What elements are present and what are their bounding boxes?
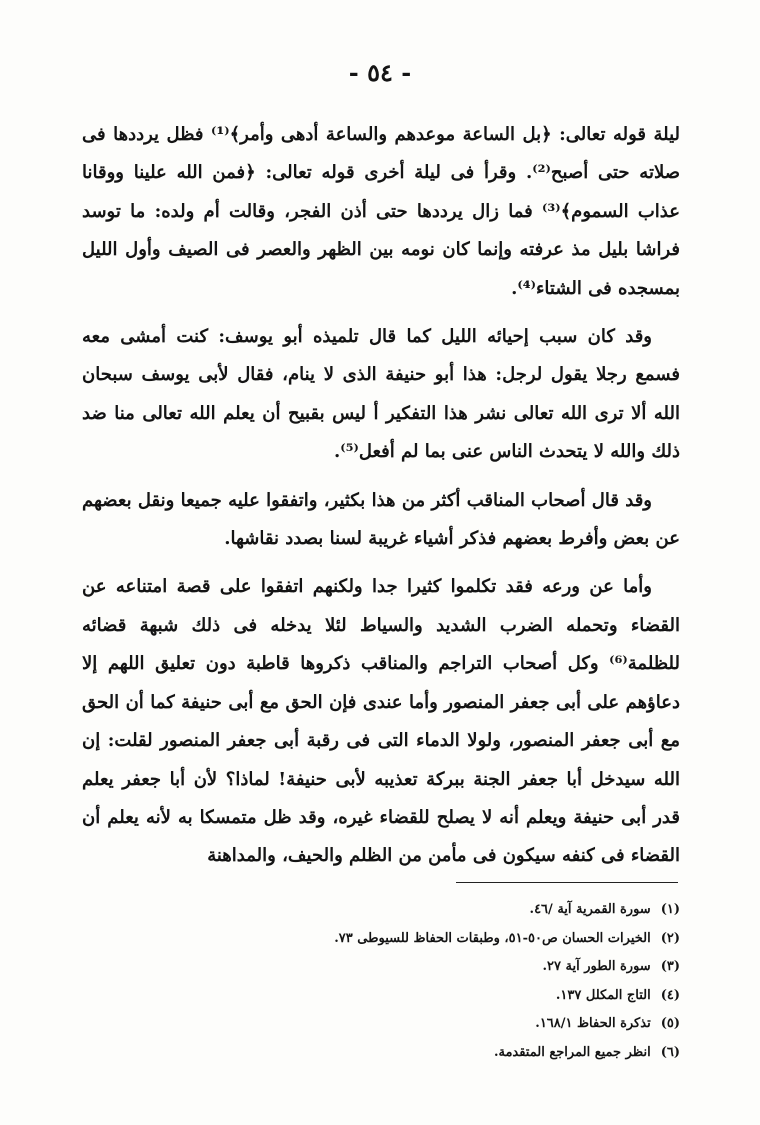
footnote-number: (١) xyxy=(660,902,680,917)
footnote xyxy=(150,896,680,925)
footnote xyxy=(150,953,680,982)
footnote-text: سورة القمرية آية /٤٦. xyxy=(529,902,651,917)
page-number: - ٥٤ - xyxy=(348,58,412,87)
footnote-text: سورة الطور آية ٢٧. xyxy=(542,959,651,974)
footnote-text: تذكرة الحفاظ ١٦٨/١. xyxy=(535,1016,651,1031)
footnote-divider xyxy=(456,882,678,883)
footnote-number: (٤) xyxy=(660,987,680,1003)
body-text xyxy=(82,116,680,886)
footnote-number: (٢) xyxy=(660,930,680,946)
footnote xyxy=(150,982,680,1011)
footnote-number: (٣) xyxy=(660,959,680,974)
paragraph: وأما عن ورعه فقد تكلموا كثيرا جدا ولكنهم اتفقوا على قصة امتناعه عن القضاء وتحمله الضرب الشديد والسياط لئلا يدخله فى ذلك شبهة قضائه للظلمة⁽⁶⁾ وكل أصحاب التراجم والمناقب ذكروها قاطبة دون تعليق اللهم إلا دعاؤهم على أبى جعفر المنصور وأما عندى فإن الحق مع أبى حنيفة كما أن الحق مع أبى جعفر المنصور، ولولا الدماء التى فى رقبة أبى جعفر المنصور لقلت: إن الله سيدخل أبا جعفر الجنة ببركة تعذيبه لأبى حنيفة! لماذا؟ لأن أبا جعفر يعلم قدر أبى حنيفة ويعلم أنه لا يصلح للقضاء غيره، وقد ظل متمسكا به لأنه يعلم أن القضاء فى كنفه سيكون فى مأمن من الظلم والحيف، والمداهنة xyxy=(82,576,680,867)
paragraph: وقد كان سبب إحيائه الليل كما قال تلميذه أبو يوسف: كنت أمشى معه فسمع رجلا يقول لرجل: هذا أبو حنيفة الذى لا ينام، فقال لأبى يوسف سبحان الله ألا ترى الله تعالى نشر هذا التفكير أ ليس بقبيح أن يعلم الله تعالى منا ضد ذلك والله لا يتحدث الناس عنى بما لم أفعل⁽⁵⁾. xyxy=(82,326,680,463)
footnotes xyxy=(150,896,680,1067)
footnote-text: التاج المكلل ١٣٧. xyxy=(555,987,651,1003)
paragraph: ليلة قوله تعالى: ﴿بل الساعة موعدهم والساعة أدهى وأمر﴾⁽¹⁾ فظل يرددها فى صلاته حتى أصبح⁽²⁾. وقرأ فى ليلة أخرى قوله تعالى: ﴿فمن الله علينا ووقانا عذاب السموم﴾⁽³⁾ فما زال يرددها حتى أذن الفجر، وقالت أم ولده: ما توسد فراشا بليل مذ عرفته وإنما كان نومه بين الظهر والعصر فى الصيف وأول الليل بمسجده فى الشتاء⁽⁴⁾. xyxy=(82,124,681,299)
footnote-number: (٥) xyxy=(660,1016,680,1031)
footnote xyxy=(150,925,680,954)
footnote-text: انظر جميع المراجع المتقدمة. xyxy=(493,1044,651,1060)
paragraph: وقد قال أصحاب المناقب أكثر من هذا بكثير، واتفقوا عليه جميعا ونقل بعضهم عن بعض وأفرط بعضهم فذكر أشياء غريبة لسنا بصدد نقاشها. xyxy=(82,489,680,550)
footnote xyxy=(150,1010,680,1039)
footnote-number: (٦) xyxy=(660,1044,680,1060)
footnote xyxy=(150,1039,680,1068)
footnote-text: الخيرات الحسان ص٥٠-٥١، وطبقات الحفاظ للسيوطى ٧٣. xyxy=(334,930,651,946)
